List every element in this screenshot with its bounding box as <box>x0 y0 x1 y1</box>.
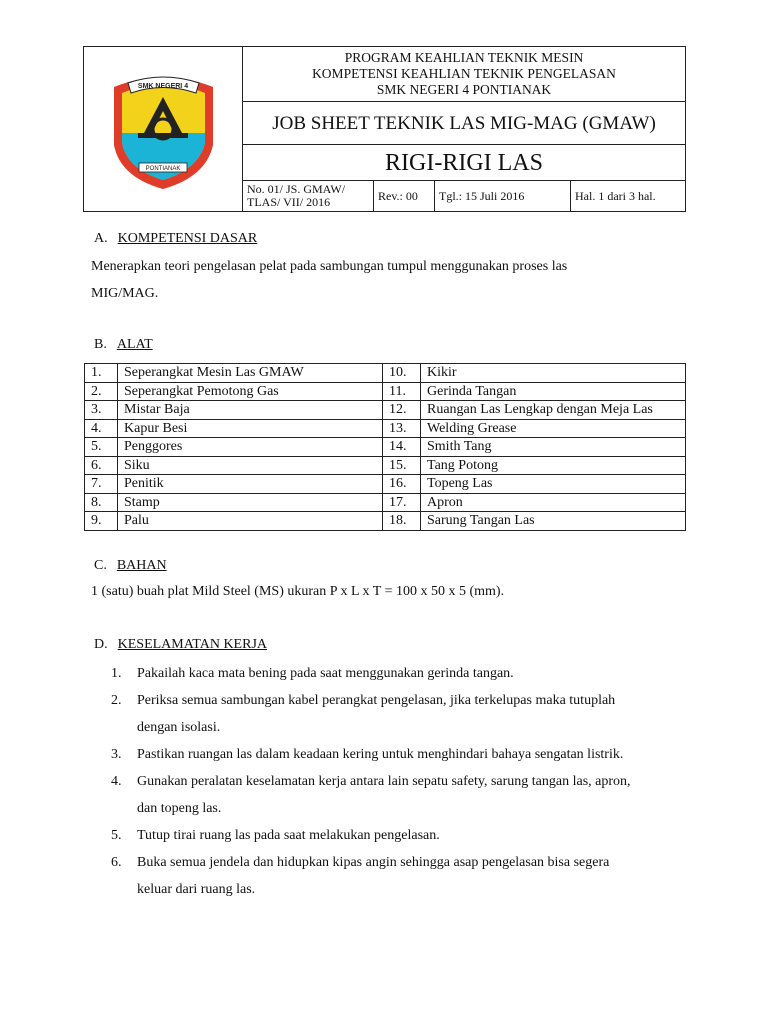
school-logo-icon <box>106 67 221 191</box>
tool-number: 18. <box>383 512 421 531</box>
tool-name: Kapur Besi <box>118 419 383 438</box>
section-a-letter: A. <box>94 231 108 246</box>
safety-item <box>111 660 711 687</box>
tool-number: 2. <box>85 382 118 401</box>
logo-top-text: SMK NEGERI 4 <box>137 83 189 90</box>
safety-item <box>111 849 711 903</box>
section-d-title: KESELAMATAN KERJA <box>117 637 268 652</box>
tool-number: 8. <box>85 493 118 512</box>
tool-name: Palu <box>118 512 383 531</box>
section-a-text-line-1: Menerapkan teori pengelasan pelat pada sambungan tumpul menggunakan proses las <box>91 259 568 274</box>
safety-item <box>111 741 711 768</box>
safety-item-line: keluar dari ruang las. <box>137 882 256 897</box>
tools-table-row <box>85 512 686 531</box>
safety-item-line: Periksa semua sambungan kabel perangkat pengelasan, jika terkelupas maka tutuplah <box>137 693 616 708</box>
section-b-heading <box>94 337 153 353</box>
institution-line-3: SMK NEGERI 4 PONTIANAK <box>376 82 552 97</box>
tool-number: 16. <box>383 475 421 494</box>
safety-item-number: 1. <box>111 666 122 681</box>
tools-table-row <box>85 475 686 494</box>
logo-bottom-text: PONTIANAK <box>145 166 181 172</box>
tools-table-row <box>85 419 686 438</box>
tool-name: Penggores <box>118 438 383 457</box>
section-a-text-line-2: MIG/MAG. <box>91 286 159 301</box>
logo-cell <box>84 47 243 211</box>
tool-number: 13. <box>383 419 421 438</box>
section-a-title: KOMPETENSI DASAR <box>117 231 258 246</box>
section-d-heading <box>94 637 267 653</box>
tool-number: 10. <box>383 364 421 383</box>
doc-number-line-1: No. 01/ JS. GMAW/ <box>247 182 346 196</box>
section-b-letter: B. <box>94 337 107 352</box>
safety-item-number: 6. <box>111 855 122 870</box>
tool-name: Mistar Baja <box>118 401 383 420</box>
doc-number-cell <box>243 181 374 211</box>
tool-name: Welding Grease <box>421 419 686 438</box>
job-sheet-title: JOB SHEET TEKNIK LAS MIG-MAG (GMAW) <box>243 102 685 145</box>
section-a-text <box>91 253 567 307</box>
tool-name: Apron <box>421 493 686 512</box>
revision-cell: Rev.: 00 <box>374 181 435 211</box>
page-cell: Hal. 1 dari 3 hal. <box>575 189 656 203</box>
tools-table-row <box>85 401 686 420</box>
tools-table-row <box>85 364 686 383</box>
tools-table-row <box>85 382 686 401</box>
tool-number: 5. <box>85 438 118 457</box>
topic-title: RIGI-RIGI LAS <box>243 145 685 181</box>
tool-number: 12. <box>383 401 421 420</box>
tool-number: 9. <box>85 512 118 531</box>
safety-item-line: Buka semua jendela dan hidupkan kipas angin sehingga asap pengelasan bisa segera <box>137 855 610 870</box>
tools-table <box>84 363 686 531</box>
doc-number-line-2: TLAS/ VII/ 2016 <box>247 195 331 209</box>
tool-name: Tang Potong <box>421 456 686 475</box>
tool-name: Topeng Las <box>421 475 686 494</box>
safety-item-line: Gunakan peralatan keselamatan kerja antara lain sepatu safety, sarung tangan las, apron, <box>137 774 631 789</box>
tool-name: Smith Tang <box>421 438 686 457</box>
tool-name: Gerinda Tangan <box>421 382 686 401</box>
institution-line-1: PROGRAM KEAHLIAN TEKNIK MESIN <box>344 50 584 65</box>
tool-number: 7. <box>85 475 118 494</box>
safety-item <box>111 768 711 822</box>
tools-table-row <box>85 438 686 457</box>
tool-name: Siku <box>118 456 383 475</box>
section-c-heading <box>94 558 167 574</box>
safety-item-line: dan topeng las. <box>137 801 222 816</box>
safety-item-number: 3. <box>111 747 122 762</box>
section-c-letter: C. <box>94 558 107 573</box>
safety-item-number: 2. <box>111 693 122 708</box>
section-d-letter: D. <box>94 637 108 652</box>
safety-item <box>111 822 711 849</box>
institution-line-2: KOMPETENSI KEAHLIAN TEKNIK PENGELASAN <box>312 66 616 81</box>
safety-list <box>111 660 711 903</box>
tool-number: 6. <box>85 456 118 475</box>
safety-item-number: 5. <box>111 828 122 843</box>
section-a-heading <box>94 231 257 247</box>
tool-name: Stamp <box>118 493 383 512</box>
section-c-title: BAHAN <box>116 558 167 573</box>
safety-item-line: Pastikan ruangan las dalam keadaan kering untuk menghindari bahaya sengatan listrik. <box>137 747 624 762</box>
tool-number: 11. <box>383 382 421 401</box>
tool-name: Penitik <box>118 475 383 494</box>
tool-name: Ruangan Las Lengkap dengan Meja Las <box>421 401 686 420</box>
tool-name: Sarung Tangan Las <box>421 512 686 531</box>
safety-item-line: Tutup tirai ruang las pada saat melakukan pengelasan. <box>137 828 440 843</box>
section-c-text: 1 (satu) buah plat Mild Steel (MS) ukuran P x L x T = 100 x 50 x 5 (mm). <box>91 584 505 599</box>
tool-name: Kikir <box>421 364 686 383</box>
tool-name: Seperangkat Pemotong Gas <box>118 382 383 401</box>
tool-number: 15. <box>383 456 421 475</box>
safety-item <box>111 687 711 741</box>
safety-item-line: Pakailah kaca mata bening pada saat menggunakan gerinda tangan. <box>137 666 514 681</box>
safety-item-line: dengan isolasi. <box>137 720 221 735</box>
tools-table-row <box>85 456 686 475</box>
tool-number: 1. <box>85 364 118 383</box>
tool-number: 17. <box>383 493 421 512</box>
section-b-title: ALAT <box>116 337 153 352</box>
institution-block <box>243 47 685 102</box>
tool-number: 3. <box>85 401 118 420</box>
meta-row <box>243 181 685 211</box>
tool-number: 4. <box>85 419 118 438</box>
header-table <box>83 46 686 212</box>
tool-number: 14. <box>383 438 421 457</box>
date-cell: Tgl.: 15 Juli 2016 <box>435 181 571 211</box>
tool-name: Seperangkat Mesin Las GMAW <box>118 364 383 383</box>
tools-table-row <box>85 493 686 512</box>
safety-item-number: 4. <box>111 774 122 789</box>
